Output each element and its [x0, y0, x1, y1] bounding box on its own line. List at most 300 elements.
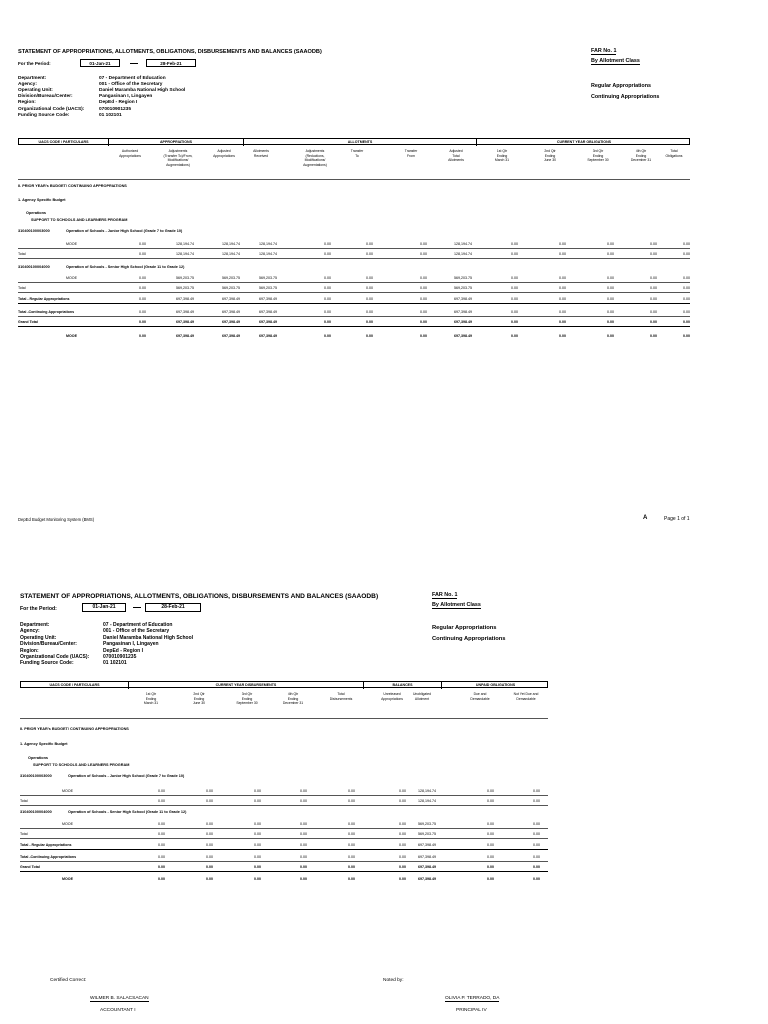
row-value: 0.00	[420, 286, 427, 290]
column-header: Allotments Received	[253, 149, 269, 158]
section-program: SUPPORT TO SCHOOLS AND LEARNERS PROGRAM	[33, 763, 130, 767]
row-value: 0.00	[324, 276, 331, 280]
row-value: 0.00	[650, 297, 657, 301]
row-value: 0.00	[607, 297, 614, 301]
row-value: 128,194.74	[222, 252, 240, 256]
period-from-field: 01-Jan-21	[80, 59, 120, 67]
row-value: 0.00	[300, 855, 307, 859]
row-value: 0.00	[206, 843, 213, 847]
info-value: DepEd - Region I	[99, 100, 138, 106]
signatory-accountant-name: WILMER B. SALACSACAN	[90, 996, 149, 1001]
footer-mark: A	[643, 515, 648, 521]
row-value: 0.00	[366, 276, 373, 280]
column-header: Adjusted Total Allotments	[448, 149, 464, 163]
uacs-code-shs: 310400100004000	[18, 265, 50, 269]
row-value: 0.00	[139, 242, 146, 246]
row-value: 0.00	[511, 276, 518, 280]
info-value: 07 - Department of Education	[103, 622, 173, 628]
row-label: Total -Continuing Appropriations	[20, 855, 77, 859]
row-label: MOOE	[62, 877, 73, 881]
row-value: 0.00	[300, 865, 307, 869]
row-value: 0.00	[254, 822, 261, 826]
row-value: 569,203.75	[176, 286, 194, 290]
row-value: 569,203.75	[454, 286, 472, 290]
info-value: 01 102101	[99, 112, 122, 118]
row-value: 0.00	[487, 799, 494, 803]
row-value: 0.00	[139, 252, 146, 256]
column-header: 1st Qtr Ending March 31	[494, 149, 510, 163]
row-label: Grand Total	[18, 320, 38, 324]
info-value: DepEd - Region I	[103, 647, 143, 654]
row-value: 0.00	[158, 832, 165, 836]
allotment-class: By Allotment Class	[591, 58, 640, 64]
row-value: 0.00	[420, 242, 427, 246]
row-value: 0.00	[399, 789, 406, 793]
row-value: 0.00	[158, 822, 165, 826]
row-value: 697,398.49	[222, 334, 240, 338]
row-value: 697,398.49	[454, 297, 472, 301]
row-value: 0.00	[399, 832, 406, 836]
row-value: 697,398.49	[418, 877, 436, 881]
row-value: 569,203.75	[259, 286, 277, 290]
row-value: 0.00	[348, 843, 355, 847]
row-value: 0.00	[206, 789, 213, 793]
info-value: Pangasinan I, Lingayen	[103, 641, 159, 648]
row-value: 0.00	[399, 799, 406, 803]
report-page-2	[0, 578, 768, 1024]
row-value: 569,203.75	[418, 832, 436, 836]
section-agency-budget: 1. Agency Specific Budget	[18, 198, 66, 202]
info-label: Operating Unit:	[18, 88, 53, 94]
row-divider	[18, 258, 690, 259]
row-value: 0.00	[348, 799, 355, 803]
row-divider	[20, 849, 548, 850]
header-divider	[18, 179, 690, 180]
row-value: 0.00	[206, 877, 213, 881]
row-label: Total - Regular Appropriations	[18, 297, 70, 301]
row-value: 0.00	[324, 252, 331, 256]
column-header: Total Disbursements	[329, 692, 353, 701]
row-value: 0.00	[533, 789, 540, 793]
row-value: 0.00	[324, 286, 331, 290]
row-value: 0.00	[324, 320, 331, 324]
row-value: 0.00	[254, 855, 261, 859]
row-label: MOOE	[62, 822, 73, 826]
row-value: 0.00	[559, 310, 566, 314]
info-value: 001 - Office of the Secretary	[103, 628, 170, 635]
period-dash	[133, 607, 141, 608]
info-label: Funding Source Code:	[18, 112, 70, 118]
row-value: 0.00	[399, 822, 406, 826]
column-header: Adjusted Appropriations	[213, 149, 235, 158]
table-group-header-cell: UACS CODE / PARTICULARS	[19, 139, 109, 146]
continuing-appropriations-label: Continuing Appropriations	[591, 94, 660, 100]
row-value: 128,194.74	[259, 242, 277, 246]
row-value: 0.00	[300, 832, 307, 836]
row-value: 0.00	[559, 252, 566, 256]
allotment-class: By Allotment Class	[432, 602, 481, 608]
info-value: Daniel Maramba National High School	[103, 634, 194, 641]
table-group-header-cell: BALANCES	[364, 682, 442, 689]
row-divider	[20, 861, 548, 862]
period-label: For the Period:	[18, 61, 51, 66]
row-value: 0.00	[533, 865, 540, 869]
period-to-field: 28-Feb-21	[146, 59, 196, 67]
row-value: 0.00	[366, 320, 373, 324]
row-value: 0.00	[300, 822, 307, 826]
row-value: 0.00	[683, 310, 690, 314]
signatory-principal-name: OLIVIA P. TERRADO, DA	[445, 996, 500, 1001]
row-value: 697,398.49	[454, 334, 472, 338]
row-value: 0.00	[158, 843, 165, 847]
row-value: 128,194.74	[454, 252, 472, 256]
row-value: 0.00	[206, 832, 213, 836]
row-label: MOOE	[66, 242, 77, 246]
row-value: 0.00	[607, 334, 614, 338]
row-divider	[20, 795, 548, 796]
row-divider	[20, 805, 548, 806]
row-value: 0.00	[511, 297, 518, 301]
row-divider	[20, 828, 548, 829]
row-value: 0.00	[683, 286, 690, 290]
info-label: Region:	[18, 100, 36, 106]
far-number: FAR No. 1	[591, 48, 617, 54]
info-label: Organizational Code (UACS):	[20, 654, 90, 660]
row-value: 569,203.75	[222, 276, 240, 280]
row-value: 0.00	[533, 832, 540, 836]
column-header: 4th Qtr Ending December 31	[282, 692, 304, 706]
row-value: 0.00	[559, 242, 566, 246]
section-operations: Operations	[26, 211, 47, 215]
row-value: 697,398.49	[222, 297, 240, 301]
row-label: Total - Regular Appropriations	[20, 843, 72, 847]
section-prior-year: II. PRIOR YEAR's BUDGET/ CONTINUING APPROPRIATIONS	[20, 727, 129, 731]
row-value: 0.00	[511, 310, 518, 314]
row-value: 0.00	[366, 334, 373, 338]
row-value: 0.00	[650, 334, 657, 338]
row-value: 0.00	[607, 252, 614, 256]
row-value: 0.00	[399, 843, 406, 847]
row-value: 0.00	[158, 877, 165, 881]
row-value: 0.00	[683, 297, 690, 301]
row-value: 0.00	[420, 297, 427, 301]
column-header: Transfer From	[404, 149, 418, 158]
program-name-shs: Operation of Schools - Senior High School (Grade 11 to Grade 12)	[66, 265, 185, 269]
info-label: Division/Bureau/Center:	[18, 94, 73, 100]
row-value: 0.00	[324, 334, 331, 338]
row-value: 128,194.74	[454, 242, 472, 246]
row-value: 0.00	[139, 334, 146, 338]
row-value: 569,203.75	[259, 276, 277, 280]
row-value: 0.00	[533, 877, 540, 881]
program-name-jhs: Operation of Schools - Junior High School (Grade 7 to Grade 10)	[68, 774, 185, 778]
row-value: 697,398.49	[454, 320, 472, 324]
row-value: 0.00	[206, 865, 213, 869]
footer-system-name: DepEd Budget Monitoring System (BMS)	[18, 517, 95, 522]
row-value: 0.00	[158, 799, 165, 803]
row-value: 0.00	[254, 789, 261, 793]
period-label: For the Period:	[20, 606, 57, 612]
report-title: STATEMENT OF APPROPRIATIONS, ALLOTMENTS, OBLIGATIONS, DISBURSEMENTS AND BALANCES (SAAODB)	[18, 49, 322, 55]
row-value: 0.00	[607, 276, 614, 280]
signatory-accountant-title: ACCOUNTANT I	[100, 1008, 136, 1013]
program-name-shs: Operation of Schools - Senior High School (Grade 11 to Grade 12)	[68, 810, 187, 814]
row-value: 0.00	[559, 286, 566, 290]
info-value: 07 - Department of Education	[99, 76, 166, 81]
row-divider	[18, 316, 690, 317]
column-header: 2nd Qtr Ending June 30	[543, 149, 557, 163]
row-value: 569,203.75	[176, 276, 194, 280]
column-header: 4th Qtr Ending December 31	[630, 149, 652, 163]
column-header: Total Obligations	[665, 149, 683, 158]
row-value: 0.00	[533, 855, 540, 859]
row-value: 0.00	[559, 297, 566, 301]
row-label: Total	[18, 286, 26, 290]
row-label: MOOE	[66, 276, 77, 280]
row-value: 0.00	[650, 310, 657, 314]
row-value: 697,398.49	[176, 297, 194, 301]
row-label: Total -Continuing Appropriations	[18, 310, 75, 314]
table-group-header-cell: APPROPRIATIONS	[109, 139, 244, 146]
uacs-code-shs: 310400100004000	[20, 810, 52, 814]
row-label: MOOE	[66, 334, 77, 338]
table-group-header-cell: UNPAID OBLIGATIONS	[475, 683, 516, 687]
row-value: 0.00	[559, 276, 566, 280]
row-value: 0.00	[559, 334, 566, 338]
row-value: 0.00	[206, 822, 213, 826]
row-value: 0.00	[300, 877, 307, 881]
row-value: 128,194.74	[418, 789, 436, 793]
row-value: 0.00	[533, 822, 540, 826]
row-value: 0.00	[158, 855, 165, 859]
row-value: 0.00	[366, 252, 373, 256]
row-value: 0.00	[300, 799, 307, 803]
row-value: 0.00	[420, 310, 427, 314]
row-value: 0.00	[139, 320, 146, 324]
info-label: Department:	[20, 622, 50, 628]
row-value: 0.00	[487, 855, 494, 859]
info-label: Division/Bureau/Center:	[20, 641, 77, 648]
row-value: 0.00	[324, 242, 331, 246]
row-value: 0.00	[650, 320, 657, 324]
row-value: 0.00	[139, 310, 146, 314]
row-value: 697,398.49	[454, 310, 472, 314]
period-dash	[130, 63, 138, 64]
far-number: FAR No. 1	[432, 592, 458, 598]
row-value: 0.00	[533, 843, 540, 847]
row-value: 697,398.49	[259, 310, 277, 314]
info-value: 070010901235	[103, 654, 137, 660]
row-value: 0.00	[683, 320, 690, 324]
row-value: 0.00	[399, 877, 406, 881]
row-value: 0.00	[511, 334, 518, 338]
row-value: 0.00	[487, 877, 494, 881]
row-value: 0.00	[607, 242, 614, 246]
table-group-header	[20, 681, 548, 688]
row-value: 0.00	[420, 252, 427, 256]
row-value: 0.00	[650, 242, 657, 246]
row-value: 0.00	[487, 843, 494, 847]
info-value: 001 - Office of the Secretary	[99, 82, 163, 88]
row-value: 0.00	[420, 320, 427, 324]
regular-appropriations-label: Regular Appropriations	[432, 625, 497, 631]
column-header: Due and Demandable	[470, 692, 490, 701]
section-agency-budget: 1. Agency Specific Budget	[20, 742, 68, 746]
info-label: Agency:	[18, 82, 37, 88]
row-value: 0.00	[324, 297, 331, 301]
row-value: 0.00	[559, 320, 566, 324]
row-value: 0.00	[254, 877, 261, 881]
row-value: 697,398.49	[176, 310, 194, 314]
row-divider	[20, 838, 548, 839]
section-program: SUPPORT TO SCHOOLS AND LEARNERS PROGRAM	[31, 218, 128, 222]
row-value: 0.00	[511, 252, 518, 256]
row-divider	[18, 282, 690, 283]
row-value: 0.00	[348, 789, 355, 793]
row-value: 0.00	[324, 310, 331, 314]
column-header: Unobligated Allotment	[412, 692, 432, 701]
info-value: 070010901235	[99, 106, 132, 112]
row-value: 0.00	[366, 297, 373, 301]
row-value: 0.00	[254, 865, 261, 869]
uacs-code-jhs: 310400100003000	[18, 229, 50, 233]
row-value: 0.00	[420, 276, 427, 280]
row-value: 0.00	[254, 799, 261, 803]
row-value: 0.00	[348, 832, 355, 836]
certified-correct-label: Certified Correct:	[50, 978, 87, 983]
row-value: 0.00	[300, 789, 307, 793]
row-value: 0.00	[607, 310, 614, 314]
row-value: 0.00	[348, 822, 355, 826]
row-value: 697,398.49	[259, 320, 277, 324]
info-value: Pangasinan I, Lingayen	[99, 94, 153, 100]
row-value: 0.00	[206, 855, 213, 859]
program-name-jhs: Operation of Schools - Junior High School (Grade 7 to Grade 10)	[66, 229, 183, 233]
row-value: 0.00	[533, 799, 540, 803]
period-from-field: 01-Jan-21	[82, 603, 126, 612]
row-value: 697,398.49	[418, 855, 436, 859]
continuing-appropriations-label: Continuing Appropriations	[432, 636, 506, 642]
row-value: 697,398.49	[418, 843, 436, 847]
info-label: Agency:	[20, 628, 40, 635]
row-value: 0.00	[511, 286, 518, 290]
signatory-principal-title: PRINCIPAL IV	[456, 1008, 487, 1013]
row-value: 569,203.75	[222, 286, 240, 290]
row-value: 0.00	[650, 286, 657, 290]
row-label: Total	[20, 799, 28, 803]
column-header: Transfer To	[350, 149, 364, 158]
row-value: 0.00	[650, 252, 657, 256]
row-label: Total	[18, 252, 26, 256]
period-to-field: 28-Feb-21	[145, 603, 201, 612]
column-header: 3rd Qtr Ending September 30	[236, 692, 258, 706]
row-value: 569,203.75	[418, 822, 436, 826]
table-group-header-cell: UACS CODE / PARTICULARS	[21, 682, 129, 689]
row-value: 697,398.49	[259, 297, 277, 301]
row-value: 697,398.49	[222, 320, 240, 324]
row-value: 0.00	[683, 242, 690, 246]
row-value: 0.00	[300, 843, 307, 847]
row-value: 697,398.49	[176, 334, 194, 338]
row-value: 0.00	[158, 865, 165, 869]
row-label: Grand Total	[20, 865, 40, 869]
column-header: Adjustments (Transfer To)/From, Modifications/ Augmentations)	[163, 149, 193, 167]
footer-page-number: Page 1 of 1	[664, 516, 690, 522]
row-label: MOOE	[62, 789, 73, 793]
noted-by-label: Noted by:	[383, 978, 404, 983]
table-group-header-cell: ALLOTMENTS	[244, 139, 477, 146]
row-value: 0.00	[683, 276, 690, 280]
row-value: 128,194.74	[259, 252, 277, 256]
uacs-code-jhs: 310400100003000	[20, 774, 52, 778]
row-value: 0.00	[254, 832, 261, 836]
row-value: 0.00	[254, 843, 261, 847]
row-value: 0.00	[683, 334, 690, 338]
column-header: Not Yet Due and Demandable	[513, 692, 539, 701]
column-header: Authorized Appropriations	[119, 149, 141, 158]
row-value: 0.00	[139, 276, 146, 280]
table-group-header	[18, 138, 690, 145]
row-value: 0.00	[607, 286, 614, 290]
column-header: 1st Qtr Ending March 31	[143, 692, 159, 706]
row-value: 0.00	[139, 286, 146, 290]
section-prior-year: II. PRIOR YEAR's BUDGET/ CONTINUING APPROPRIATIONS	[18, 184, 127, 188]
row-value: 128,194.74	[176, 242, 194, 246]
row-value: 0.00	[420, 334, 427, 338]
row-value: 697,398.49	[176, 320, 194, 324]
row-value: 128,194.74	[222, 242, 240, 246]
row-value: 0.00	[348, 877, 355, 881]
row-value: 697,398.49	[222, 310, 240, 314]
row-divider	[18, 248, 690, 249]
row-value: 0.00	[139, 297, 146, 301]
column-header: 3rd Qtr Ending September 30	[587, 149, 609, 163]
row-value: 0.00	[487, 822, 494, 826]
row-value: 0.00	[487, 832, 494, 836]
header-divider	[20, 718, 548, 719]
column-header: Unreleased Appropriations	[381, 692, 403, 701]
row-value: 0.00	[650, 276, 657, 280]
info-label: Department:	[18, 76, 47, 81]
regular-appropriations-label: Regular Appropriations	[591, 83, 651, 89]
info-label: Funding Source Code:	[20, 660, 74, 667]
report-title: STATEMENT OF APPROPRIATIONS, ALLOTMENTS, OBLIGATIONS, DISBURSEMENTS AND BALANCES (SAAODB)	[20, 593, 379, 600]
row-value: 0.00	[366, 242, 373, 246]
row-value: 128,194.74	[418, 799, 436, 803]
row-value: 0.00	[206, 799, 213, 803]
info-label: Region:	[20, 647, 39, 654]
row-value: 0.00	[348, 865, 355, 869]
row-label: Total	[20, 832, 28, 836]
row-divider	[18, 292, 690, 293]
info-label: Organizational Code (UACS):	[18, 106, 85, 112]
row-value: 128,194.74	[176, 252, 194, 256]
info-label: Operating Unit:	[20, 634, 57, 641]
row-value: 569,203.75	[454, 276, 472, 280]
row-value: 697,398.49	[259, 334, 277, 338]
row-divider	[18, 303, 690, 304]
row-value: 0.00	[511, 320, 518, 324]
row-value: 0.00	[366, 286, 373, 290]
row-value: 0.00	[366, 310, 373, 314]
info-value: 01 102101	[103, 660, 127, 667]
row-value: 0.00	[487, 789, 494, 793]
row-divider	[18, 326, 690, 327]
row-value: 0.00	[487, 865, 494, 869]
row-value: 0.00	[511, 242, 518, 246]
row-value: 0.00	[399, 865, 406, 869]
table-group-header-cell: CURRENT YEAR OBLIGATIONS	[556, 140, 612, 144]
